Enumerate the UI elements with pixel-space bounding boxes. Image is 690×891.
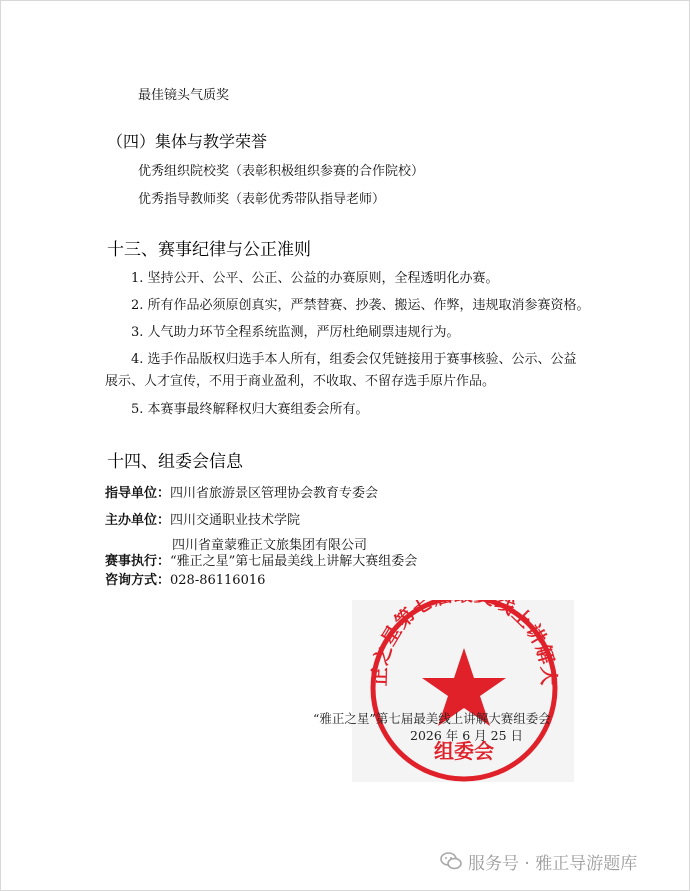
exec-row (105, 550, 417, 569)
section13-item-4: 4. 选手作品版权归选手本人所有，组委会仅凭链接用于赛事核验、公示、公益 (131, 352, 577, 367)
exec-label: 赛事执行： (105, 554, 171, 569)
guide-value: 四川省旅游景区管理协会教育专委会 (170, 486, 379, 501)
section13-item-4-cont: 展示、人才宣传，不用于商业盈利，不收取、不留存选手原片作品。 (105, 374, 496, 389)
section13-item-2: 2. 所有作品必须原创真实，严禁替赛、抄袭、搬运、作弊，违规取消参赛资格。 (131, 298, 590, 313)
official-seal (352, 600, 574, 782)
seal-ring-text: 正之星第七 线上讲解大 (368, 600, 560, 687)
section4-title: （四）集体与教学荣誉 (107, 132, 268, 151)
exec-line1: 四川省童蒙雅正文旅集团有限公司 (172, 538, 368, 553)
exec-value: “雅正之星”第七届最美线上讲解大赛组委会 (170, 554, 418, 569)
stamp-area (352, 600, 574, 782)
section13-item-3: 3. 人气助力环节全程系统监测，严厉杜绝刷票违规行为。 (131, 325, 460, 340)
section13-item-1: 1. 坚持公开、公平、公正、公益的办赛原则，全程透明化办赛。 (131, 271, 499, 286)
wechat-icon (440, 851, 462, 871)
section14-title: 十四、组委会信息 (107, 452, 243, 472)
host-label: 主办单位： (105, 513, 171, 528)
section13-title: 十三、赛事纪律与公正准则 (107, 240, 311, 260)
contact-value: 028-86116016 (170, 573, 266, 588)
signature-date: 2026 年 6 月 25 日 (410, 728, 524, 743)
contact-label: 咨询方式： (105, 573, 171, 588)
section13-item-5: 5. 本赛事最终解释权归大赛组委会所有。 (131, 402, 369, 417)
award-best-lens: 最佳镜头气质奖 (138, 88, 230, 103)
signature-org: “雅正之星”第七届最美线上讲解大赛组委会 (313, 711, 551, 726)
seal-bottom-text: 组委会 (434, 739, 494, 763)
watermark-text: 服务号 · 雅正导游题库 (468, 854, 638, 874)
guide-label: 指导单位： (105, 486, 171, 501)
section4-item-2: 优秀指导教师奖（表彰优秀带队指导老师） (138, 192, 386, 207)
section4-item-1: 优秀组织院校奖（表彰积极组织参赛的合作院校） (138, 164, 425, 179)
host-value: 四川交通职业技术学院 (170, 513, 301, 528)
contact-row (105, 569, 265, 588)
guide-row (105, 482, 378, 501)
host-row (105, 509, 300, 528)
